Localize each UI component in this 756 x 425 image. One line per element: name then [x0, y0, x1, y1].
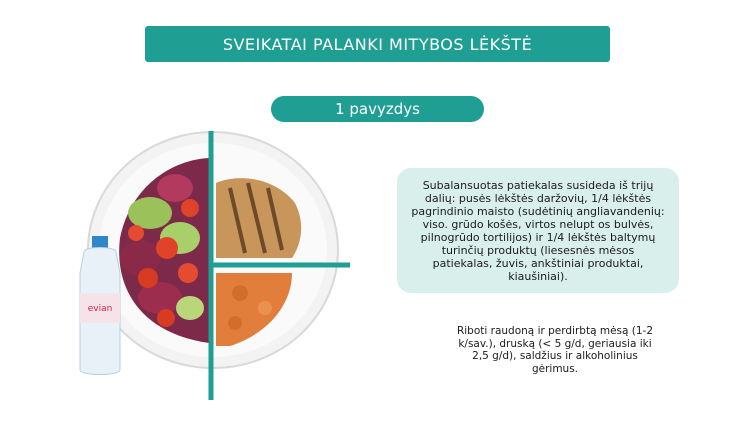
water-bottle	[80, 236, 120, 375]
plate-illustration	[70, 128, 360, 403]
balanced-meal-description: Subalansuotas patiekalas susideda iš trijų dalių: pusės lėkštės daržovių, 1/4 lėkštės pagrindinio maisto (sudėtinių angliavandenių: viso. grūdo košės, virtos nelupt os bulvės, pilnogrūdo tortilijos) ir 1/4 lėkštės baltymų turinčių produktų (liesesnės mėsos patiekalas, žuvis, ankštiniai produktai, kiaušiniai).	[411, 178, 665, 283]
example-label: 1 pavyzdys	[335, 100, 420, 118]
bottle-label: evian	[87, 304, 113, 314]
page-title: SVEIKATAI PALANKI MITYBOS LĖKŠTĖ	[222, 34, 533, 54]
example-label-pill	[271, 96, 484, 122]
limits-note: Riboti raudoną ir perdirbtą mėsą (1-2 k/sav.), druską (< 5 g/d, geriausia iki 2,5 g/d), saldžius ir alkoholinius gėrimus.	[456, 325, 654, 375]
balanced-meal-info-box	[397, 168, 679, 293]
page-title-banner	[145, 26, 610, 62]
